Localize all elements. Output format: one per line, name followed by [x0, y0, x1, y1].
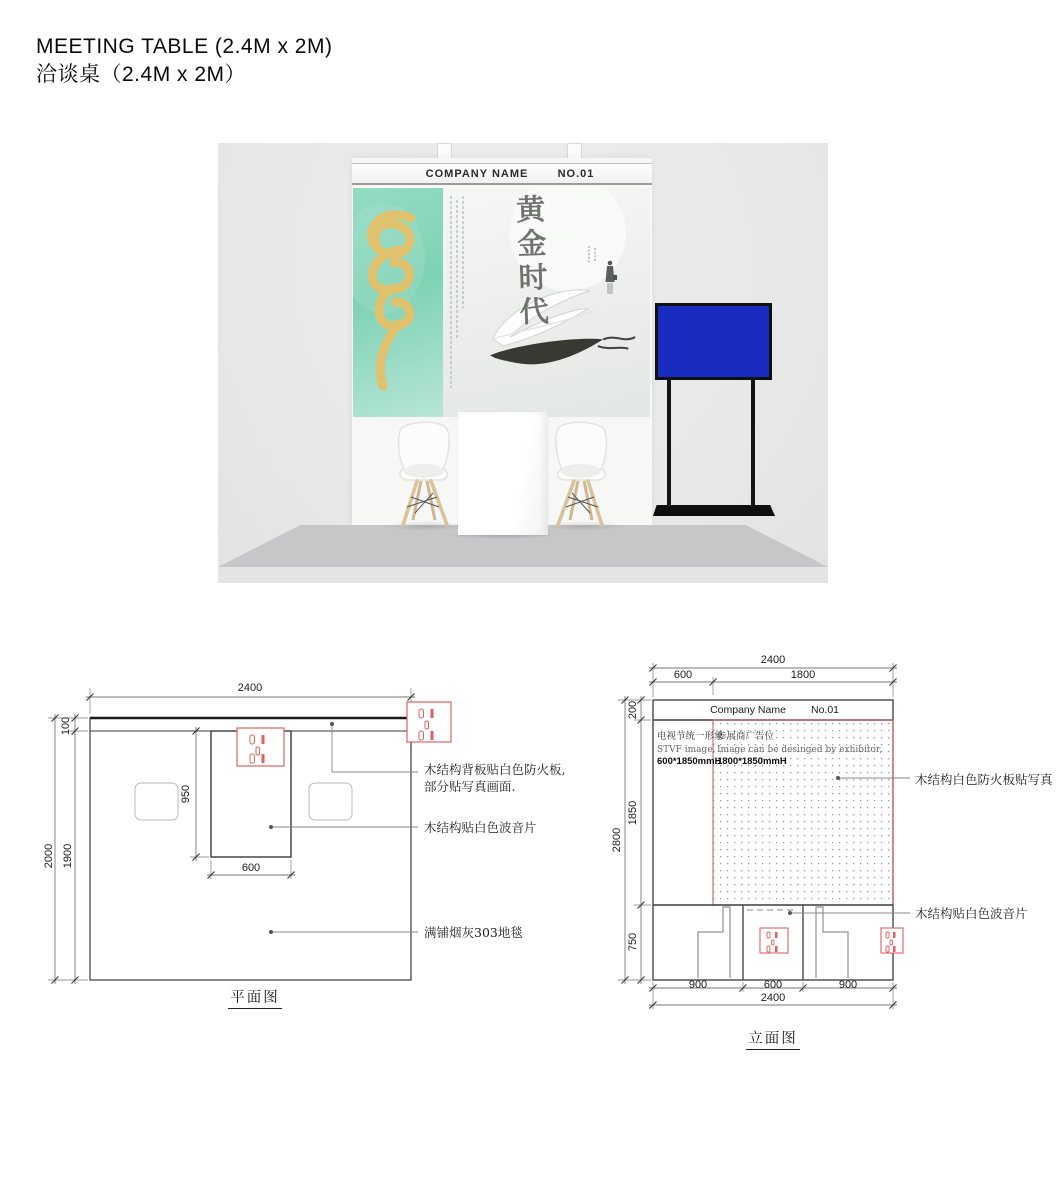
elev-ad-area-label: 参展商广告位 Image can be desinged by exhibitor, 1800*1850mmH	[717, 731, 883, 767]
poster-green-artwork	[353, 188, 443, 417]
elev-sign-number: No.01	[810, 704, 840, 716]
elev-dim-header-height: 200	[627, 700, 639, 720]
sign-company-name: COMPANY NAME	[425, 168, 529, 180]
elev-dim-wall-height: 1850	[627, 800, 639, 826]
elev-dim-width-total: 2400	[760, 654, 786, 666]
poster-wall	[353, 188, 650, 417]
tv-stand-base	[653, 505, 775, 516]
plan-dim-table-width: 600	[241, 862, 261, 874]
plan-annotation-table: 木结构贴白色波音片	[424, 820, 537, 835]
elev-dim-bottom-mid: 600	[763, 979, 783, 991]
meeting-table	[458, 412, 548, 535]
sign-booth-number: NO.01	[557, 168, 595, 180]
elev-dim-bottom-left: 900	[688, 979, 708, 991]
poster-golden-era	[443, 188, 650, 417]
elevation-view	[600, 645, 1056, 1060]
booth-sign	[352, 163, 652, 185]
elev-dim-width-right: 1800	[790, 669, 816, 681]
page-title	[36, 33, 332, 89]
plan-dim-width-total: 2400	[237, 682, 263, 694]
plan-annotation-backwall: 木结构背板贴白色防火板, 部分贴写真画面.	[424, 762, 566, 794]
elev-dim-counter-height: 750	[627, 932, 639, 952]
plan-view	[40, 650, 580, 1020]
tv-screen	[655, 303, 772, 380]
elev-sign-company: Company Name	[710, 704, 786, 716]
poster-calligraphy: 黄金时代	[511, 193, 551, 331]
chair-left	[385, 419, 462, 529]
elev-dim-bottom-right: 900	[838, 979, 858, 991]
page-title-en: MEETING TABLE (2.4M x 2M)	[36, 35, 333, 58]
elev-dim-total-height: 2800	[611, 827, 623, 853]
plan-dim-depth-total: 2000	[43, 843, 55, 869]
tv-stand-leg-left	[667, 377, 671, 507]
booth-render	[218, 143, 828, 583]
gold-ribbon-illustration	[353, 188, 443, 417]
elev-dim-width-left: 600	[673, 669, 693, 681]
chair-right	[543, 419, 620, 529]
elev-dim-bottom-total: 2400	[760, 992, 786, 1004]
plan-dim-inner-depth: 1900	[62, 843, 74, 869]
elev-annotation-counter: 木结构贴白色波音片	[915, 906, 1028, 921]
elev-tv-area-label: 电视节统一形象 STVF image, 600*1850mmH	[657, 731, 724, 767]
floor-front-strip	[218, 567, 828, 583]
plan-dim-table-depth: 950	[180, 784, 192, 804]
plan-dim-wall-depth: 100	[60, 716, 72, 736]
elev-annotation-wall: 木结构白色防火板贴写真	[915, 772, 1053, 787]
plan-view-title: 平面图	[205, 986, 305, 1007]
plan-annotation-carpet: 满铺烟灰303地毯	[424, 925, 523, 940]
elevation-view-title: 立面图	[733, 1027, 813, 1048]
page-title-zh: 洽谈桌（2.4M x 2M）	[36, 63, 247, 86]
tv-stand-leg-right	[751, 377, 755, 507]
